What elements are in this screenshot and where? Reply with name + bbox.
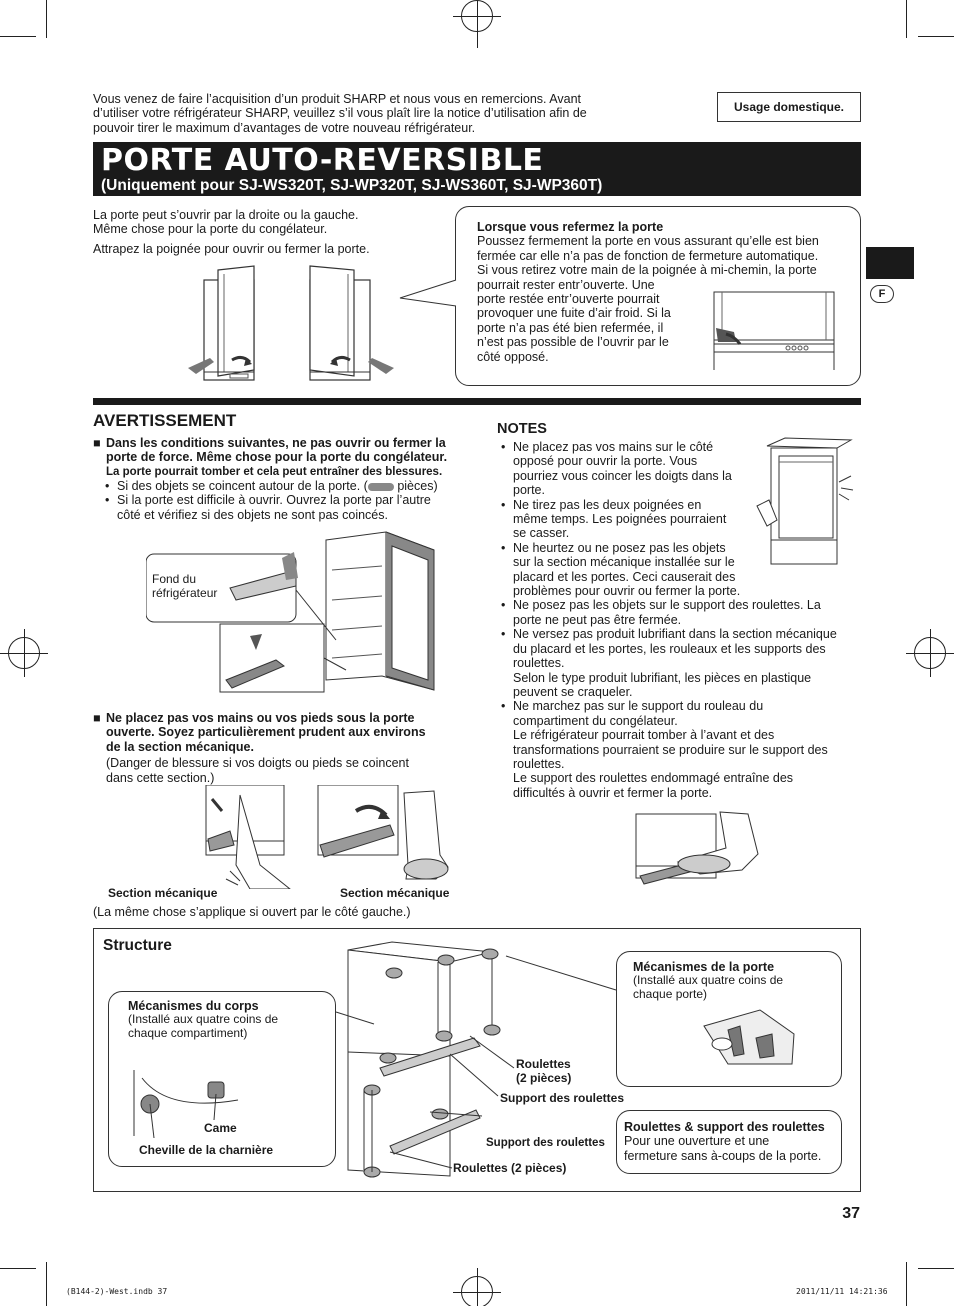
body-mechanisms-text <box>128 999 328 1040</box>
callout-line: côté opposé. <box>477 349 549 364</box>
roulettes-support-title: Roulettes & support des roulettes <box>624 1120 825 1134</box>
note-line: compartiment du congélateur. <box>513 713 678 728</box>
door-mechanisms-line: chaque porte) <box>633 986 708 1001</box>
warning-line: de la section mécanique. <box>106 739 254 754</box>
warning-note-line: dans cette section.) <box>106 770 215 785</box>
registration-mark <box>453 0 501 48</box>
came-label: Came <box>204 1121 237 1135</box>
door-intro-line: La porte peut s’ouvrir par la droite ou la gauche. <box>93 208 359 222</box>
roulettes-support-line: fermeture sans à-coups de la porte. <box>624 1148 822 1163</box>
note-line: peuvent se craqueler. <box>513 684 633 699</box>
language-tab-block <box>866 247 914 279</box>
warning-note: La porte pourrait tomber et cela peut entraîner des blessures. <box>106 465 443 478</box>
warning-item-text: • Si la porte est difficile à ouvrir. Ouvrez la porte par l’autre <box>117 493 431 508</box>
warning-item <box>101 493 465 522</box>
page-title: PORTE AUTO-REVERSIBLE <box>101 143 544 178</box>
cheville-label: Cheville de la charnière <box>139 1143 274 1157</box>
door-intro <box>93 208 453 256</box>
open-fridge-illustration <box>146 530 446 696</box>
body-mechanisms-title: Mécanismes du corps <box>128 999 259 1013</box>
callout-line: Si vous retirez votre main de la poignée à mi-chemin, la porte <box>477 263 817 278</box>
note-line: porte ne peut pas être fermée. <box>513 612 682 627</box>
crop-mark <box>0 1268 36 1269</box>
section-divider <box>93 398 861 405</box>
note-line: même temps. Les poignées pourraient <box>513 512 727 527</box>
fridge-door-left-illustration <box>302 262 394 386</box>
intro-line: d’utiliser votre réfrigérateur SHARP, veuillez s’il vous plaît lire la notice d’utilisation afin de <box>93 106 587 121</box>
note-line: • Ne heurtez ou ne posez pas les objets <box>513 540 726 555</box>
crop-mark <box>918 36 954 37</box>
usage-badge: Usage domestique. <box>717 92 861 122</box>
note-line: du placard et les portes, les rouleaux et les supports des <box>513 641 826 656</box>
fond-label-line: Fond du <box>152 572 197 586</box>
intro-text <box>93 92 713 135</box>
fridge-pinch-illustration <box>755 436 855 570</box>
stepping-foot-illustration <box>630 810 760 888</box>
warning-item-text: pièces) <box>393 478 438 493</box>
registration-mark <box>0 629 48 677</box>
footer-right: 2011/11/11 14:21:36 <box>796 1287 888 1296</box>
callout-line: pourrait rester entr’ouverte. Une <box>477 277 655 292</box>
roulettes-support-line: Pour une ouverture et une <box>624 1134 770 1149</box>
page-number: 37 <box>842 1205 860 1222</box>
same-left-note: (La même chose s’applique si ouvert par le côté gauche.) <box>93 905 411 919</box>
registration-mark <box>453 1268 501 1306</box>
note-line: • Ne posez pas les objets sur le support des roulettes. La <box>513 598 821 613</box>
warning-bullet <box>93 711 465 754</box>
square-bullet-icon: ■ <box>93 436 101 450</box>
warning-line: Dans les conditions suivantes, ne pas ouvrir ou fermer la <box>106 436 446 450</box>
note-line: roulettes. <box>513 756 565 771</box>
intro-line: pouvoir tirer le maximum d’avantages de votre nouveau réfrigérateur. <box>93 120 476 135</box>
fridge-door-right-illustration <box>188 262 268 386</box>
notes-heading: NOTES <box>497 421 547 437</box>
note-line: Le réfrigérateur pourrait tomber à l’avant et des <box>513 728 775 743</box>
fond-label <box>152 573 217 600</box>
warning-line: porte de force. Même chose pour la porte du congélateur. <box>106 450 448 465</box>
callout-line: porte restée entr’ouverte pourrait <box>477 292 660 307</box>
roulettes-label <box>516 1057 571 1086</box>
crop-mark <box>46 0 47 38</box>
note-line: se casser. <box>513 526 570 541</box>
roulettes-2-label: Roulettes (2 pièces) <box>453 1161 567 1175</box>
note-line: problèmes pour ouvrir ou fermer la porte. <box>513 584 741 599</box>
warning-item-text: côté et vérifiez si des objets ne sont pas coincés. <box>117 507 388 522</box>
note-line: • Ne versez pas produit lubrifiant dans la section mécanique <box>513 627 837 642</box>
callout-line: fermée car elle n’a pas de fonction de fermeture automatique. <box>477 248 819 263</box>
support-roulettes-label-2: Support des roulettes <box>486 1137 605 1149</box>
body-mechanisms-line: (Installé aux quatre coins de <box>128 1012 279 1027</box>
gray-piece-icon <box>368 483 394 491</box>
square-bullet-icon: ■ <box>93 711 101 725</box>
crop-mark <box>46 1262 47 1306</box>
door-intro-line: Même chose pour la porte du congélateur. <box>93 222 328 237</box>
fond-label-line: réfrigérateur <box>152 585 218 600</box>
crop-mark <box>0 36 36 37</box>
mechanical-section-label-2: Section mécanique <box>340 886 450 900</box>
structure-heading: Structure <box>103 937 172 954</box>
crop-mark <box>918 1268 954 1269</box>
note-line: difficultés à ouvrir et fermer la porte. <box>513 785 713 800</box>
door-intro-line: Attrapez la poignée pour ouvrir ou fermer la porte. <box>93 241 370 256</box>
note-line: • Ne marchez pas sur le support du rouleau du <box>513 699 764 714</box>
note-item <box>497 627 861 699</box>
mechanical-section-label-1: Section mécanique <box>108 886 218 900</box>
warning-heading: AVERTISSEMENT <box>93 411 237 430</box>
note-line: pourriez vous coincer les doigts dans la <box>513 468 732 483</box>
callout-line: provoquer une fuite d’air froid. Si la <box>477 306 671 321</box>
fridge-ajar-illustration <box>708 290 838 372</box>
note-line: Le support des roulettes endommagé entraîne des <box>513 771 794 786</box>
warning-bullet <box>93 436 465 465</box>
note-item <box>497 598 861 627</box>
title-banner <box>93 142 861 196</box>
note-line: placard et les portes. Ceci causerait des <box>513 569 736 584</box>
support-roulettes-label-1: Support des roulettes <box>500 1091 625 1105</box>
note-line: Selon le type produit lubrifiant, les pièces en plastique <box>513 670 812 685</box>
callout-pointer <box>398 276 458 316</box>
note-line: • Ne tirez pas les deux poignées en <box>513 497 702 512</box>
closing-callout-heading: Lorsque vous refermez la porte <box>477 220 664 234</box>
warning-item <box>101 479 465 493</box>
note-line: • Ne placez pas vos mains sur le côté <box>513 440 714 454</box>
door-mechanisms-line: (Installé aux quatre coins de <box>633 973 784 988</box>
body-mechanisms-line: chaque compartiment) <box>128 1025 248 1040</box>
warning-note-line: (Danger de blessure si vos doigts ou pieds se coincent <box>106 756 409 771</box>
warning-block-2 <box>93 711 465 785</box>
note-line: roulettes. <box>513 656 565 671</box>
page-subtitle: (Uniquement pour SJ-WS320T, SJ-WP320T, SJ-WS360T, SJ-WP360T) <box>101 177 603 194</box>
roulettes-line: Roulettes <box>516 1057 571 1071</box>
note-line: porte. <box>513 483 545 498</box>
footer-left: (B144-2)-West.indb 37 <box>66 1287 168 1296</box>
callout-line: Poussez fermement la porte en vous assurant qu’elle est bien <box>477 234 819 249</box>
roulettes-line: (2 pièces) <box>516 1071 572 1086</box>
registration-mark <box>906 629 954 677</box>
roulettes-support-text <box>624 1120 840 1163</box>
mechanical-section-illustration-1 <box>200 785 295 889</box>
warning-line: ouverte. Soyez particulièrement prudent aux environs <box>106 725 426 740</box>
note-line: opposé pour ouvrir la porte. Vous <box>513 454 698 469</box>
warning-block-1 <box>93 436 465 522</box>
language-tab-letter: F <box>870 285 894 303</box>
crop-mark <box>906 1262 907 1306</box>
crop-mark <box>906 0 907 38</box>
door-mechanisms-title: Mécanismes de la porte <box>633 960 775 974</box>
mechanical-section-illustration-2 <box>316 785 456 889</box>
warning-item-text: Si des objets se coincent autour de la porte. ( <box>117 478 368 493</box>
warning-note <box>93 756 465 785</box>
callout-line: porte n’a pas été bien refermée, il <box>477 320 664 335</box>
door-mechanism-detail <box>700 1004 800 1068</box>
note-item <box>497 699 861 800</box>
intro-line: Vous venez de faire l’acquisition d’un produit SHARP et nous vous en remercions. Avant <box>93 92 582 106</box>
note-line: sur la section mécanique installée sur le <box>513 555 735 570</box>
callout-line: n’est pas possible de l’ouvrir par le <box>477 335 669 350</box>
door-mechanisms-text <box>633 960 833 1001</box>
note-line: transformations pourraient se produire sur le support des <box>513 742 828 757</box>
warning-line: Ne placez pas vos mains ou vos pieds sous la porte <box>106 711 415 725</box>
